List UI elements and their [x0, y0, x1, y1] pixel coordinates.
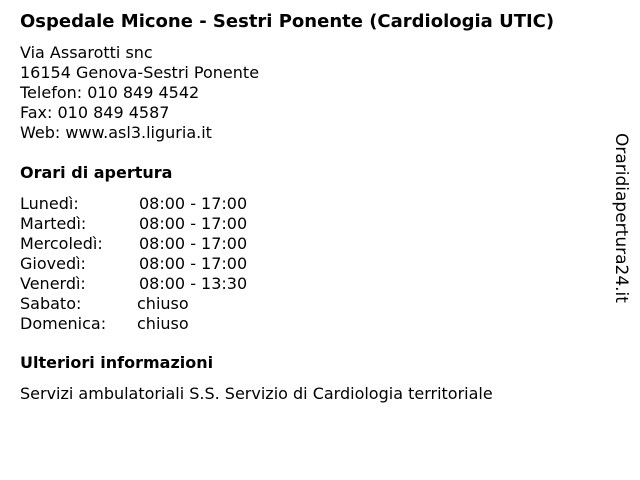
day-label: Martedì:: [20, 214, 87, 233]
web-line: [20, 123, 259, 143]
fax-line: [20, 103, 259, 123]
phone-line: [20, 83, 259, 103]
fax-number: 010 849 4587: [57, 103, 170, 122]
phone-number[interactable]: 010 849 4542: [87, 83, 200, 102]
additional-info-heading: Ulteriori informazioni: [20, 353, 214, 372]
opening-hours-heading: Orari di apertura: [20, 163, 173, 182]
day-label: Mercoledì:: [20, 234, 103, 253]
fax-label: Fax:: [20, 103, 53, 122]
time-value: chiuso: [137, 314, 189, 333]
time-value: 08:00 - 17:00: [139, 214, 248, 233]
web-label: Web:: [20, 123, 61, 142]
phone-label: Telefon:: [20, 83, 83, 102]
watermark-text: Oraridiapertura24.it: [611, 133, 631, 303]
site-watermark: [612, 133, 636, 308]
day-label: Giovedì:: [20, 254, 86, 273]
time-value: 08:00 - 17:00: [139, 254, 248, 273]
day-label: Venerdì:: [20, 274, 86, 293]
website-link[interactable]: www.asl3.liguria.it: [65, 123, 212, 142]
time-value: chiuso: [137, 294, 189, 313]
street-address: Via Assarotti snc: [20, 43, 153, 62]
page-title: Ospedale Micone - Sestri Ponente (Cardiologia UTIC): [20, 11, 555, 32]
additional-info-text: Servizi ambulatoriali S.S. Servizio di Cardiologia territoriale: [20, 384, 493, 403]
address-block: [20, 43, 259, 143]
day-label: Sabato:: [20, 294, 82, 313]
postal-city: 16154 Genova-Sestri Ponente: [20, 63, 260, 82]
time-value: 08:00 - 17:00: [139, 234, 248, 253]
day-label: Lunedì:: [20, 194, 79, 213]
time-value: 08:00 - 13:30: [139, 274, 248, 293]
day-label: Domenica:: [20, 314, 107, 333]
time-value: 08:00 - 17:00: [139, 194, 248, 213]
